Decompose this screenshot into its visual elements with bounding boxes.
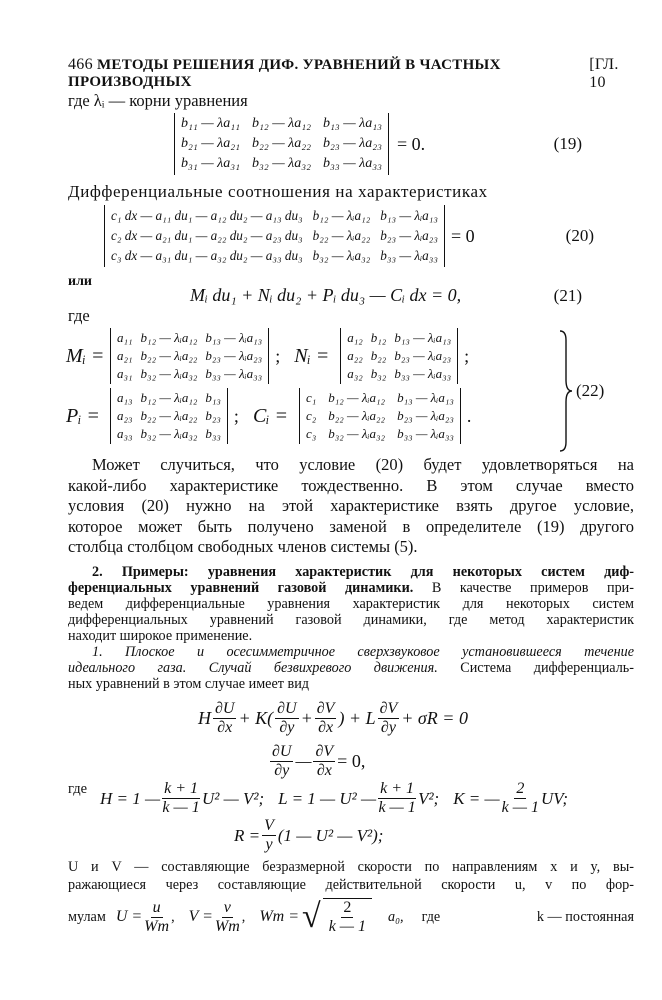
fraction [275,700,298,737]
sym: H [198,708,211,728]
eq21-body: Mᵢ du₁ + Nᵢ du₂ + Pᵢ du₃ — Cᵢ dx = 0, [190,285,462,305]
equation-20 [104,205,594,267]
matrix-cell: b₃₃ — λᵢa₃₃ [380,248,438,263]
den: y [265,836,273,853]
matrix-cell: b₁₃ — λᵢa₁₃ [380,208,438,223]
equation-number: (20) [565,226,594,245]
chapter-label: [ГЛ. 10 [589,56,619,91]
matrix-cell: b₂₃ — λa₂₃ [322,136,382,151]
equation-21 [190,285,582,306]
fraction [315,700,337,737]
sym: + [300,708,313,728]
text-line: условия (20) нужно на этой характеристике взять другое условие, [68,496,634,515]
running-title: МЕТОДЫ РЕШЕНИЯ ДИФ. УРАВНЕНИЙ В ЧАСТНЫХ ПРОИЗВОДНЫХ [68,57,501,90]
matrix-cell: b₂₃ — λᵢa₂₃ [394,348,452,363]
matrix-cell: b₃₂ — λᵢa₃₂ [140,366,198,381]
num: ∂U [215,700,235,717]
text-line: ражающиеся через составляющие действительной скорости u, v по фор- [68,877,634,893]
num: k + 1 [164,780,199,797]
C-label: Cᵢ = [252,404,288,427]
intro-text: где λᵢ — корни уравнения [68,91,248,110]
sym: U² — V²; [202,788,265,808]
matrix-cell: a₂₂ [347,348,363,363]
matrix-cell: b₂₂ [370,348,387,363]
equation-number: (21) [553,285,582,305]
matrix-cell: b₃₃ — λᵢa₃₃ [394,366,452,381]
text-line: ведем дифференциальные уравнения характеристик для некоторых систем [68,596,634,612]
text-line: U и V — составляющие безразмерной скорости по направлениям x и y, вы- [68,859,634,875]
section-title-part: 2. Примеры: уравнения характеристик для некоторых систем диф- [92,564,634,580]
text-line: Может случиться, что условие (20) будет удовлетворяться на [92,455,634,474]
matrix-cell: b₁₂ — λᵢa₁₂ [328,390,386,405]
den: k — 1 [501,799,539,816]
text: Система дифференциаль- [437,660,634,676]
matrix-cell: a₁₁ [117,330,133,345]
separator: ; [233,405,239,426]
text: где [421,909,441,925]
matrix-cell: b₁₂ [370,330,387,345]
sym: + K( [238,708,274,728]
paragraph-1 [68,455,634,558]
right-brace [558,330,574,452]
num: k + 1 [380,780,415,797]
matrix-cell: a₁₂ [347,330,363,345]
text-line [68,580,634,596]
matrix-cell: b₃₁ — λa₃₁ [181,156,240,171]
eq22-row-1 [66,328,556,384]
matrix-cell: a₂₁ [117,348,133,363]
matrix-cell: b₂₁ — λa₂₁ [181,136,240,151]
num: ∂U [277,700,297,717]
den: Wm [144,917,170,935]
matrix-cell: b₃₂ — λᵢa₃₂ [312,248,371,263]
den: k — 1 [162,799,200,816]
separator: ; [275,345,281,366]
matrix-cell: b₁₂ — λᵢa₁₂ [312,208,371,223]
eq-rhs: = 0. [396,133,426,154]
fraction [323,898,372,936]
fraction [502,780,539,817]
sym: Wm = [259,908,300,925]
equation-number: (22) [576,381,605,400]
den: k — 1 [328,918,367,935]
determinant-19 [174,113,389,175]
fraction [262,817,276,854]
page-number: 466 [68,56,93,73]
num: ∂V [315,743,334,760]
formula-line: мулам U = $\frac{u}{Wm}$ , V = $\frac{v}{Wm}$ , Wm = √ $\frac{2}{k — 1}$ a₀, где k — постоянная [68,898,634,935]
section-title-part: ференциальных уравнений газовой динамики. [68,580,414,596]
eq-rhs: = 0 [450,225,475,246]
text: k — постоянная [536,909,634,925]
den: ∂y [380,719,396,736]
where-text: где [68,306,90,325]
sym: R = [234,825,261,845]
running-header [68,56,636,92]
text-line: ных уравнений в этом случае имеет вид [68,676,310,692]
sym: V²; [418,788,440,808]
P-label: Pᵢ = [66,404,100,427]
matrix-cell: b₁₁ — λa₁₁ [181,116,240,131]
fraction [378,700,400,737]
text-line: дифференциальных уравнений газовой динамики, где метод характеристик [68,612,634,628]
fraction [144,899,169,936]
num: u [152,898,161,916]
matrix-cell: c₃ [305,426,317,441]
matrix-cell: b₂₂ — λᵢa₂₂ [312,228,371,243]
separator: . [466,405,472,426]
matrix-cell: c₃ dx — a₃₁ du₁ — a₃₂ du₂ — a₃₃ du₃ [111,248,303,263]
sym: H = 1 — [100,788,161,808]
equation-potential [198,700,468,737]
matrix-cell: b₂₂ — λᵢa₂₂ [140,408,198,423]
matrix-cell: a₃₁ [117,366,133,381]
text-line: которое может быть получено заменой в определителе (19) другого [68,516,634,536]
matrix-cell: b₃₃ — λᵢa₃₃ [397,426,454,441]
sym: (1 — U² — V²); [277,825,384,845]
num: V [264,817,274,834]
num: 2 [516,780,525,797]
equation-19 [174,113,582,175]
determinant-P [110,388,228,444]
equation-number: (19) [553,134,582,153]
den: ∂x [316,762,332,779]
fraction [215,899,240,936]
equation-22 [66,328,556,444]
matrix-cell: b₃₂ [370,366,387,381]
den: ∂y [274,762,290,779]
determinant-20 [104,205,445,267]
matrix-cell: b₂₂ — λᵢa₂₂ [140,348,198,363]
sym: — [295,751,312,771]
fraction [213,700,236,737]
matrix-cell: b₂₃ [205,408,221,423]
matrix-cell: a₁₃ [117,390,133,405]
den: ∂x [318,719,334,736]
matrix-cell: b₂₃ — λᵢa₂₃ [397,408,454,423]
text-line [68,660,634,676]
fraction [162,780,200,817]
matrix-cell: b₁₃ — λa₁₃ [322,116,382,131]
separator: ; [464,345,470,366]
num: ∂V [316,700,335,717]
sym: a₀, [388,909,404,925]
matrix-cell: b₂₂ — λa₂₂ [251,136,311,151]
matrix-cell: b₃₂ — λᵢa₃₂ [328,426,386,441]
sym: K = — [453,788,500,808]
matrix-cell: b₃₂ — λᵢa₃₂ [140,426,198,441]
matrix-cell: a₃₂ [347,366,363,381]
matrix-cell: a₂₃ [117,408,133,423]
matrix-cell: b₃₃ [205,426,221,441]
matrix-cell: c₁ [305,390,317,405]
matrix-cell: b₃₂ — λa₃₂ [251,156,311,171]
where-text: где [68,781,88,797]
M-label: Mᵢ = [66,344,105,367]
fraction [378,780,416,817]
matrix-cell: b₂₃ — λᵢa₂₃ [205,348,263,363]
matrix-cell: b₁₃ — λᵢa₁₃ [397,390,454,405]
fraction [313,743,335,780]
den: ∂y [279,719,295,736]
matrix-cell: c₁ dx — a₁₁ du₁ — a₁₂ du₂ — a₁₃ du₃ [111,208,303,223]
text-line: столбца столбцом свободных членов системы (5). [68,537,418,556]
sym: = 0, [337,751,366,771]
matrix-cell: b₁₂ — λᵢa₁₂ [140,330,198,345]
text-line: находит широкое применение. [68,628,253,644]
paragraph-2 [68,858,634,936]
num: 2 [343,899,352,916]
determinant-N [340,328,458,384]
fraction [270,743,293,780]
N-label: Nᵢ = [294,344,330,367]
determinant-C [299,388,461,444]
text-line [68,644,634,660]
sym: ) + L [338,708,376,728]
matrix-cell: b₁₃ [205,390,221,405]
sym: + σR = 0 [401,708,468,728]
matrix-cell: b₁₂ — λa₁₂ [251,116,311,131]
matrix-cell: b₁₃ — λᵢa₁₃ [205,330,263,345]
num: v [223,898,231,916]
sqrt-sign: √ [302,898,321,935]
den: ∂x [217,719,233,736]
text: В качестве примеров при- [413,580,635,596]
item-heading: 1. Плоское и осесимметричное сверхзвуковое установившееся течение [92,644,634,660]
matrix-cell: c₂ dx — a₂₁ du₁ — a₂₂ du₂ — a₂₃ du₃ [111,228,303,243]
coefficient-R [234,817,383,854]
den: k — 1 [378,799,416,816]
diff-relations-text: Дифференциальные соотношения на характеристиках [68,182,488,201]
or-text: или [68,274,92,289]
matrix-cell: b₃₃ — λᵢa₃₃ [205,366,263,381]
text-line [68,564,634,580]
text: мулам [68,909,106,925]
matrix-cell: b₁₃ — λᵢa₁₃ [394,330,452,345]
item-heading: идеального газа. Случай безвихревого движения. [68,660,438,676]
equation-irrotational [268,743,365,780]
matrix-cell: a₃₃ [117,426,133,441]
section-2 [68,564,634,692]
sym: L = 1 — U² — [278,788,377,808]
num: ∂U [272,743,292,760]
num: ∂V [379,700,398,717]
matrix-cell: b₃₃ — λa₃₃ [322,156,382,171]
sym: V = [188,908,213,925]
sym: UV; [540,788,569,808]
eq22-row-2 [66,388,556,444]
coefficients-HLK [100,780,568,817]
matrix-cell: b₂₂ — λᵢa₂₂ [328,408,386,423]
matrix-cell: c₂ [305,408,317,423]
matrix-cell: b₁₂ — λᵢa₁₂ [140,390,198,405]
den: Wm [214,917,240,935]
text-line: какой-либо характеристике тождественно. В этом случае вместо [68,475,634,495]
determinant-M [110,328,269,384]
matrix-cell: b₂₃ — λᵢa₂₃ [380,228,438,243]
sym: U = [115,908,143,925]
